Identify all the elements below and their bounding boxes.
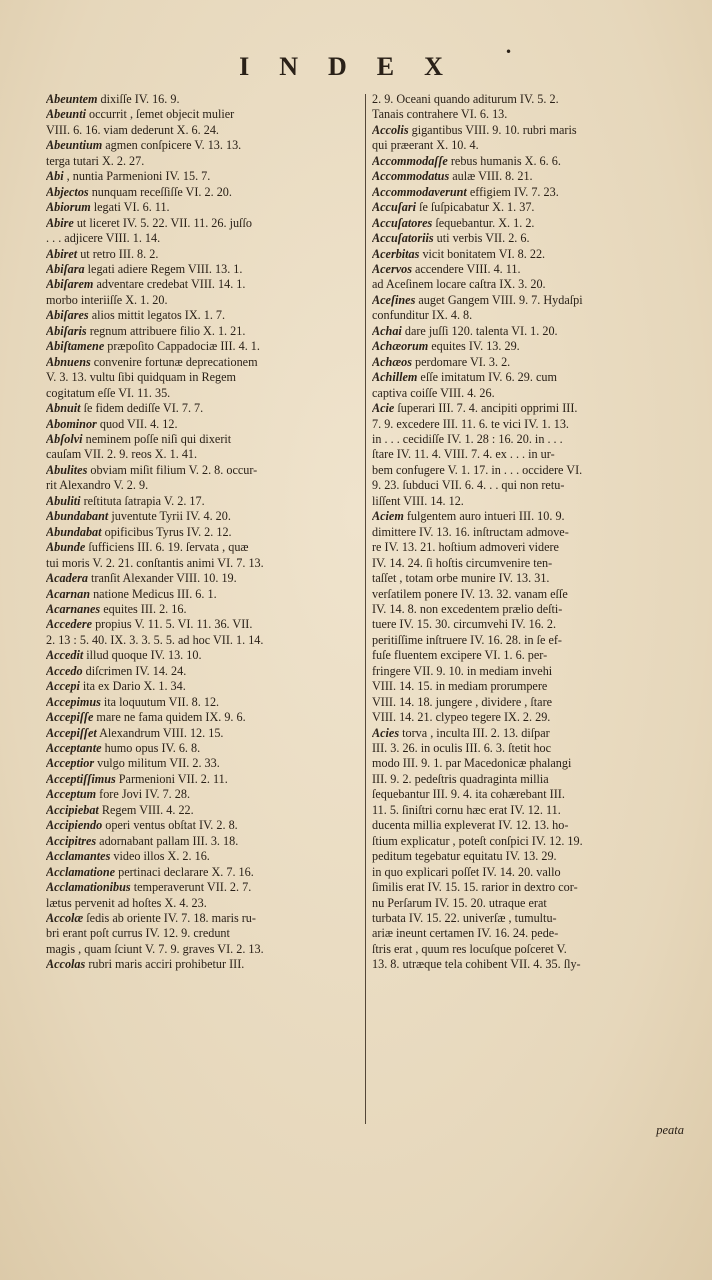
index-line (46, 231, 360, 246)
index-line (372, 803, 688, 818)
index-line (46, 447, 360, 462)
reference-text: in quo explicari poſſet IV. 14. 20. vallo (372, 864, 561, 879)
headword: Acadera (46, 571, 88, 586)
headword: Abnuens (46, 354, 91, 369)
index-line (372, 262, 688, 277)
reference-text: , nuntia Parmenioni IV. 15. 7. (63, 169, 211, 184)
reference-text: taſſet , totam orbe munire IV. 13. 31. (372, 571, 550, 586)
headword: Abſolvi (46, 431, 83, 446)
reference-text: torva , inculta III. 2. 13. diſpar (399, 725, 550, 740)
index-line (372, 154, 688, 169)
headword: Accepimus (46, 694, 101, 709)
index-line (46, 308, 360, 323)
index-line (372, 896, 688, 911)
index-line (372, 200, 688, 215)
reference-text: Regem VIII. 4. 22. (98, 802, 194, 817)
reference-text: equites III. 2. 16. (100, 601, 187, 616)
reference-text: adornabant pallam III. 3. 18. (96, 833, 239, 848)
reference-text: vulgo militum VII. 2. 33. (94, 756, 220, 771)
index-line (372, 880, 688, 895)
index-line (46, 849, 360, 864)
reference-text: alios mittit legatos IX. 1. 7. (88, 308, 226, 323)
index-line (372, 123, 688, 138)
index-line (46, 463, 360, 478)
index-line (372, 679, 688, 694)
reference-text: tranſit Alexander VIII. 10. 19. (87, 571, 237, 586)
headword: Achillem (372, 370, 418, 385)
headword: Abuliti (46, 493, 81, 508)
reference-text: obviam miſit filium V. 2. 8. occur- (87, 462, 258, 477)
reference-text: IV. 14. 8. non excedentem prælio deſti- (372, 601, 563, 616)
reference-text: ſedis ab oriente IV. 7. 18. maris ru- (83, 911, 256, 926)
index-line (46, 756, 360, 771)
index-line (372, 339, 688, 354)
index-line (372, 787, 688, 802)
reference-text: ſequebantur. X. 1. 2. (432, 215, 535, 230)
reference-text: ad Aceſinem locare caſtra IX. 3. 20. (372, 277, 546, 292)
headword: Abnuit (46, 401, 81, 416)
reference-text: VIII. 14. 15. in mediam prorumpere (372, 679, 548, 694)
headword: Accedere (46, 617, 93, 632)
reference-text: III. 9. 2. pedeſtris quadraginta millia (372, 771, 549, 786)
index-line (46, 834, 360, 849)
reference-text: dare juſſi 120. talenta VI. 1. 20. (401, 323, 558, 338)
reference-text: confunditur IX. 4. 8. (372, 308, 473, 323)
index-line (372, 911, 688, 926)
reference-text: re IV. 13. 21. hoſtium admoveri videre (372, 540, 559, 555)
index-line (372, 617, 688, 632)
index-line (46, 277, 360, 292)
reference-text: ſe fidem dediſſe VI. 7. 7. (80, 401, 204, 416)
index-line (372, 571, 688, 586)
reference-text: turbata IV. 15. 22. univerſæ , tumultu- (372, 911, 557, 926)
reference-text: mare ne fama quidem IX. 9. 6. (93, 710, 246, 725)
headword: Aciem (372, 509, 404, 524)
index-line (46, 710, 360, 725)
index-line (372, 494, 688, 509)
index-line (372, 138, 688, 153)
index-line (46, 679, 360, 694)
index-line (372, 169, 688, 184)
index-line (46, 247, 360, 262)
headword: Acie (372, 401, 395, 416)
reference-text: magis , quam ſciunt V. 7. 9. graves VI. 2. 13. (46, 941, 264, 956)
reference-text: ita loquutum VII. 8. 12. (100, 694, 220, 709)
column-divider (365, 94, 366, 1124)
reference-text: legati VI. 6. 11. (90, 200, 170, 215)
headword: Accolis (372, 122, 409, 137)
headword: Abiret (46, 246, 78, 261)
index-line (372, 386, 688, 401)
index-line (372, 756, 688, 771)
index-line (46, 772, 360, 787)
index-line (372, 587, 688, 602)
headword: Abiſares (46, 308, 89, 323)
headword: Acies (372, 725, 400, 740)
index-line (46, 200, 360, 215)
reference-text: natione Medicus III. 6. 1. (90, 586, 217, 601)
reference-text: rit Alexandro V. 2. 9. (46, 478, 149, 493)
reference-text: diſcrimen IV. 14. 24. (82, 663, 187, 678)
headword: Accolæ (46, 911, 84, 926)
index-line (46, 803, 360, 818)
reference-text: auget Gangem VIII. 9. 7. Hydaſpi (415, 292, 583, 307)
reference-text: ita ex Dario X. 1. 34. (79, 679, 186, 694)
index-line (46, 957, 360, 972)
reference-text: 2. 13 : 5. 40. IX. 3. 3. 5. 5. ad hoc VII. 1. 14. (46, 632, 264, 647)
reference-text: fulgentem auro intueri III. 10. 9. (403, 509, 565, 524)
reference-text: dixiſſe IV. 16. 9. (97, 92, 180, 106)
index-line (46, 370, 360, 385)
headword: Accuſari (372, 200, 417, 215)
page-title: INDEX (239, 52, 473, 81)
index-line (372, 355, 688, 370)
headword: Accolas (46, 957, 86, 972)
reference-text: ſequebantur III. 9. 4. ita cohærebant III. (372, 787, 565, 802)
reference-text: tui moris V. 2. 21. conſtantis animi VI. 7. 13. (46, 555, 264, 570)
reference-text: 2. 9. Oceani quando aditurum IV. 5. 2. (372, 92, 559, 106)
index-line (372, 525, 688, 540)
index-line (372, 602, 688, 617)
reference-text: gigantibus VIII. 9. 10. rubri maris (408, 122, 577, 137)
reference-text: accendere VIII. 4. 11. (411, 261, 521, 276)
catchword: peata (656, 1123, 684, 1137)
index-line (372, 926, 688, 941)
headword: Acclamatione (46, 864, 116, 879)
reference-text: pertinaci declarare X. 7. 16. (115, 864, 254, 879)
index-line (372, 447, 688, 462)
index-line (46, 138, 360, 153)
headword: Accuſatores (372, 215, 433, 230)
index-line (46, 401, 360, 416)
index-line (46, 185, 360, 200)
reference-text: bri erant poſt currus IV. 12. 9. credunt (46, 926, 230, 941)
headword: Abire (46, 215, 74, 230)
headword: Aceſines (372, 292, 416, 307)
index-line (372, 942, 688, 957)
index-line (46, 169, 360, 184)
reference-text: video illos X. 2. 16. (110, 849, 210, 864)
headword: Acceptior (46, 756, 95, 771)
index-line (372, 417, 688, 432)
headword: Accommodaverunt (372, 184, 467, 199)
headword: Acarnan (46, 586, 91, 601)
index-line (46, 587, 360, 602)
index-line (46, 339, 360, 354)
reference-text: cogitatum eſſe VI. 11. 35. (46, 385, 171, 400)
index-line (372, 695, 688, 710)
reference-text: captiva coiſſe VIII. 4. 26. (372, 385, 495, 400)
index-line (46, 787, 360, 802)
headword: Abeunti (46, 107, 86, 122)
index-line (46, 556, 360, 571)
index-line (46, 417, 360, 432)
reference-text: ſuperari III. 7. 4. ancipiti opprimi III. (394, 401, 578, 416)
headword: Abiſaris (46, 323, 87, 338)
index-line (46, 262, 360, 277)
headword: Abundabat (46, 524, 102, 539)
headword: Acceptiſſimus (46, 771, 116, 786)
headword: Achai (372, 323, 402, 338)
index-line (46, 494, 360, 509)
reference-text: reſtituta ſatrapia V. 2. 17. (80, 493, 205, 508)
reference-text: equites IV. 13. 29. (428, 339, 520, 354)
index-line (46, 865, 360, 880)
reference-text: præpoſito Cappadociæ III. 4. 1. (104, 339, 260, 354)
headword: Acceptante (46, 741, 102, 756)
index-line (46, 571, 360, 586)
index-line (46, 478, 360, 493)
reference-text: Alexandrum VIII. 12. 15. (96, 725, 224, 740)
reference-text: 11. 5. ſiniſtri cornu hæc erat IV. 12. 11. (372, 802, 561, 817)
reference-text: peritiſſime inſtruere IV. 16. 28. in ſe ef- (372, 632, 562, 647)
index-line (46, 509, 360, 524)
reference-text: ſe ſuſpicabatur X. 1. 37. (416, 200, 535, 215)
reference-text: 13. 8. utræque tela cohibent VII. 4. 35. ſly- (372, 957, 581, 972)
headword: Abjectos (46, 184, 89, 199)
reference-text: ſtare IV. 11. 4. VIII. 7. 4. ex . . . in ur- (372, 447, 555, 462)
reference-text: rubri maris acciri prohibetur III. (85, 957, 245, 972)
reference-text: Parmenioni VII. 2. 11. (115, 771, 228, 786)
reference-text: illud quoque IV. 13. 10. (83, 648, 202, 663)
reference-text: nu Perſarum IV. 15. 20. utraque erat (372, 895, 547, 910)
index-line (372, 92, 688, 107)
reference-text: V. 3. 13. vultu ſibi quidquam in Regem (46, 370, 237, 385)
headword: Acceptum (46, 787, 97, 802)
index-line (46, 123, 360, 138)
headword: Accommodaſſe (372, 153, 448, 168)
right-column (372, 92, 688, 973)
reference-text: cauſam VII. 2. 9. reos X. 1. 41. (46, 447, 198, 462)
index-line (46, 386, 360, 401)
index-line (372, 216, 688, 231)
index-line (46, 926, 360, 941)
reference-text: humo opus IV. 6. 8. (101, 741, 201, 756)
index-line (46, 880, 360, 895)
headword: Abundabant (46, 509, 109, 524)
index-line (372, 509, 688, 524)
left-column (46, 92, 360, 973)
index-line (372, 370, 688, 385)
headword: Acclamationibus (46, 880, 131, 895)
reference-text: ut retro III. 8. 2. (77, 246, 159, 261)
reference-text: terga tutari X. 2. 27. (46, 153, 145, 168)
reference-text: adventare credebat VIII. 14. 1. (93, 277, 246, 292)
headword: Abiſara (46, 261, 85, 276)
index-line (46, 818, 360, 833)
reference-text: ſtris erat , quum res locuſque poſceret V. (372, 941, 567, 956)
reference-text: lætus pervenit ad hoſtes X. 4. 23. (46, 895, 207, 910)
reference-text: in . . . cecidiſſe IV. 1. 28 : 16. 20. in . . . (372, 431, 563, 446)
index-line (46, 92, 360, 107)
reference-text: agmen conſpicere V. 13. 13. (102, 138, 242, 153)
reference-text: eſſe imitatum IV. 6. 29. cum (417, 370, 557, 385)
index-line (372, 324, 688, 339)
index-line (46, 355, 360, 370)
reference-text: nunquam receſſiſſe VI. 2. 20. (88, 184, 232, 199)
headword: Accedo (46, 663, 83, 678)
reference-text: VIII. 14. 18. jungere , dividere , ſtare (372, 694, 553, 709)
index-line (372, 277, 688, 292)
index-line (372, 293, 688, 308)
reference-text: ducenta millia expleverat IV. 12. 13. ho- (372, 818, 569, 833)
headword: Abiorum (46, 200, 91, 215)
index-line (46, 432, 360, 447)
reference-text: III. 3. 26. in oculis III. 6. 3. ſtetit hoc (372, 741, 552, 756)
reference-text: modo III. 9. 1. par Macedonicæ phalangi (372, 756, 572, 771)
index-line (46, 741, 360, 756)
reference-text: uti verbis VII. 2. 6. (433, 231, 530, 246)
headword: Accepiſſe (46, 710, 94, 725)
reference-text: qui præerant X. 10. 4. (372, 138, 479, 153)
index-line (372, 247, 688, 262)
index-line (372, 865, 688, 880)
reference-text: convenire fortunæ deprecationem (90, 354, 258, 369)
reference-text: fringere VII. 9. 10. in mediam invehi (372, 663, 553, 678)
headword: Abominor (46, 416, 97, 431)
headword: Acclamantes (46, 849, 111, 864)
reference-text: ſtium explicatur , poteſt conſpici IV. 12. 19. (372, 833, 583, 848)
index-line (46, 942, 360, 957)
index-line (372, 834, 688, 849)
index-line (46, 648, 360, 663)
reference-text: ut liceret IV. 5. 22. VII. 11. 26. juſſo (73, 215, 252, 230)
index-line (372, 231, 688, 246)
index-line (372, 185, 688, 200)
reference-text: VIII. 14. 21. clypeo tegere IX. 2. 29. (372, 710, 551, 725)
headword: Abiſtamene (46, 339, 105, 354)
reference-text: perdomare VI. 3. 2. (411, 354, 511, 369)
reference-text: bem confugere V. 1. 17. in . . . occidere VI. (372, 462, 583, 477)
reference-text: liſſent VIII. 14. 12. (372, 493, 464, 508)
index-line (372, 540, 688, 555)
reference-text: opificibus Tyrus IV. 2. 12. (101, 524, 232, 539)
index-line (372, 664, 688, 679)
headword: Acarnanes (46, 601, 101, 616)
headword: Abulites (46, 462, 88, 477)
index-line (46, 154, 360, 169)
reference-text: rebus humanis X. 6. 6. (447, 153, 561, 168)
reference-text: tuere IV. 15. 30. circumvehi IV. 16. 2. (372, 617, 557, 632)
index-line (372, 478, 688, 493)
index-line (372, 710, 688, 725)
headword: Abeuntium (46, 138, 103, 153)
reference-text: morbo interiiſſe X. 1. 20. (46, 292, 168, 307)
index-line (46, 896, 360, 911)
index-line (46, 540, 360, 555)
index-line (46, 633, 360, 648)
index-line (46, 107, 360, 122)
reference-text: neminem poſſe niſi qui dixerit (82, 431, 232, 446)
index-line (46, 695, 360, 710)
reference-text: vicit bonitatem VI. 8. 22. (419, 246, 546, 261)
headword: Acervos (372, 261, 412, 276)
reference-text: peditum tegebatur equitatu IV. 13. 29. (372, 849, 557, 864)
index-line (372, 556, 688, 571)
headword: Abeuntem (46, 92, 98, 106)
reference-text: operi ventus obſtat IV. 2. 8. (102, 818, 238, 833)
index-line (372, 308, 688, 323)
index-line (46, 726, 360, 741)
reference-text: fore Jovi IV. 7. 28. (96, 787, 190, 802)
headword: Accipiebat (46, 802, 99, 817)
index-line (372, 741, 688, 756)
headword: Accommodatus (372, 169, 450, 184)
index-line (46, 617, 360, 632)
headword: Accepiſſet (46, 725, 97, 740)
ornament-mark: • (505, 45, 513, 59)
index-line (372, 957, 688, 972)
index-line (372, 463, 688, 478)
reference-text: fuſe fluentem excipere VI. 1. 6. per- (372, 648, 548, 663)
headword: Accepi (46, 679, 80, 694)
reference-text: temperaverunt VII. 2. 7. (130, 880, 252, 895)
reference-text: quod VII. 4. 12. (96, 416, 178, 431)
reference-text: propius V. 11. 5. VI. 11. 36. VII. (92, 617, 253, 632)
headword: Accipiendo (46, 818, 103, 833)
headword: Abiſarem (46, 277, 94, 292)
reference-text: ariæ ineunt certamen IV. 16. 24. pede- (372, 926, 559, 941)
index-line (372, 849, 688, 864)
headword: Accedit (46, 648, 84, 663)
headword: Abi (46, 169, 64, 184)
index-line (372, 818, 688, 833)
reference-text: legati adiere Regem VIII. 13. 1. (84, 261, 243, 276)
index-line (372, 772, 688, 787)
reference-text: 9. 23. ſubduci VII. 6. 4. . . qui non retu- (372, 478, 565, 493)
index-line (46, 911, 360, 926)
index-line (46, 293, 360, 308)
reference-text: ſufficiens III. 6. 19. ſervata , quæ (85, 540, 249, 555)
reference-text: IV. 14. 24. ſi hoſtis circumvenire ten- (372, 555, 553, 570)
headword: Acerbitas (372, 246, 420, 261)
reference-text: Tanais contrahere VI. 6. 13. (372, 107, 508, 122)
headword: Accipitres (46, 833, 97, 848)
index-line (46, 525, 360, 540)
headword: Abunde (46, 540, 86, 555)
index-line (46, 602, 360, 617)
reference-text: effigiem IV. 7. 23. (466, 184, 559, 199)
reference-text: VIII. 6. 16. viam dederunt X. 6. 24. (46, 122, 219, 137)
reference-text: 7. 9. excedere III. 11. 6. te vici IV. 1. 13. (372, 416, 569, 431)
index-line (46, 216, 360, 231)
index-line (372, 633, 688, 648)
index-line (372, 432, 688, 447)
headword: Achæorum (372, 339, 429, 354)
index-line (372, 401, 688, 416)
index-line (372, 726, 688, 741)
headword: Achæos (372, 354, 412, 369)
index-line (46, 324, 360, 339)
headword: Accuſatoriis (372, 231, 434, 246)
reference-text: ſimilis erat IV. 15. 15. rarior in dextro cor- (372, 880, 578, 895)
reference-text: juventute Tyrii IV. 4. 20. (108, 509, 231, 524)
reference-text: . . . adjicere VIII. 1. 14. (46, 231, 161, 246)
index-line (372, 648, 688, 663)
reference-text: regnum attribuere filio X. 1. 21. (86, 323, 246, 338)
reference-text: aulæ VIII. 8. 21. (449, 169, 533, 184)
index-line (372, 107, 688, 122)
reference-text: dimittere IV. 13. 16. inſtructam admove- (372, 524, 569, 539)
reference-text: occurrit , ſemet objecit mulier (85, 107, 235, 122)
index-line (46, 664, 360, 679)
reference-text: verſatilem ponere IV. 13. 32. vanam eſſe (372, 586, 568, 601)
